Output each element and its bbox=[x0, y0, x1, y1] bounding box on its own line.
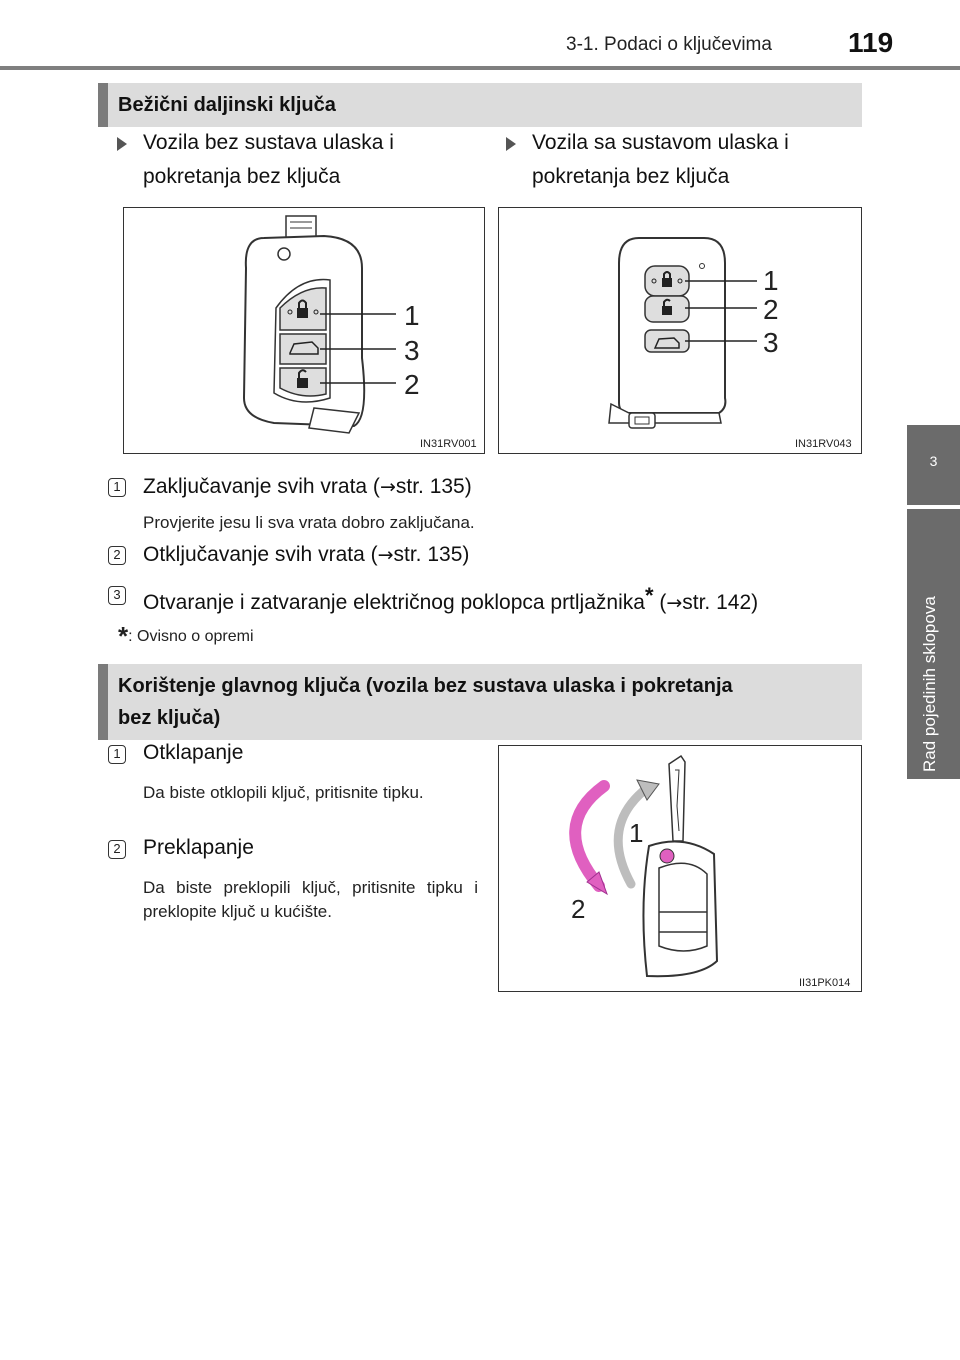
flip-key-illustration bbox=[124, 208, 484, 453]
callout-3: 3 bbox=[763, 327, 779, 358]
triangle-bullet-icon bbox=[506, 137, 516, 151]
item-lock-note: Provjerite jesu li sva vrata dobro zaključana. bbox=[143, 513, 475, 532]
section-heading-text: Bežični daljinski ključa bbox=[118, 94, 336, 116]
callout-1: 1 bbox=[404, 300, 420, 331]
triangle-bullet-icon bbox=[117, 137, 127, 151]
item-fold-title: Preklapanje bbox=[143, 836, 254, 859]
section-heading-remote bbox=[98, 83, 862, 127]
page-number: 119 bbox=[848, 27, 894, 58]
item-power-tailgate: Otvaranje i zatvaranje električnog poklopca prtljažnika* (→str. 142) bbox=[143, 583, 759, 614]
chapter-tab-label: Rad pojedinih sklopova bbox=[920, 596, 939, 772]
footnote: *: Ovisno o opremi bbox=[118, 621, 254, 651]
smart-key-illustration bbox=[499, 208, 861, 453]
figure-code: II31PK014 bbox=[799, 977, 851, 989]
item-unlock-all-doors: Otključavanje svih vrata (→str. 135) bbox=[143, 543, 470, 566]
arrow-icon: → bbox=[377, 544, 394, 566]
item-unfold-title: Otklapanje bbox=[143, 741, 244, 764]
variant-right-line2: pokretanja bez ključa bbox=[532, 165, 730, 188]
variant-left bbox=[143, 126, 394, 194]
figure-smart-key-remote bbox=[498, 207, 862, 454]
item-number-badge: 3 bbox=[108, 586, 126, 605]
figure-code: IN31RV001 bbox=[420, 438, 477, 450]
variant-left-line2: pokretanja bez ključa bbox=[143, 165, 341, 188]
section-heading-master-key bbox=[98, 664, 862, 740]
section-heading-line2: bez ključa) bbox=[118, 707, 221, 729]
callout-1: 1 bbox=[763, 265, 779, 296]
figure-flip-key-remote bbox=[123, 207, 485, 454]
figure-code: IN31RV043 bbox=[795, 438, 852, 450]
item-number-badge: 2 bbox=[108, 546, 126, 565]
callout-2: 2 bbox=[763, 294, 779, 325]
section-heading-line1: Korištenje glavnog ključa (vozila bez sustava ulaska i pokretanja bbox=[118, 675, 733, 697]
figure-master-key-fold bbox=[498, 745, 862, 992]
arrow-icon: → bbox=[379, 476, 396, 498]
arrow-icon: → bbox=[666, 592, 683, 614]
chapter-title: 3-1. Podaci o ključevima bbox=[566, 34, 772, 55]
item-number-badge: 1 bbox=[108, 745, 126, 764]
variant-right-line1: Vozila sa sustavom ulaska i bbox=[532, 131, 789, 154]
callout-1: 1 bbox=[629, 818, 644, 848]
header-rule bbox=[0, 66, 960, 70]
item-lock-all-doors: Zaključavanje svih vrata (→str. 135) bbox=[143, 475, 472, 498]
item-number-badge: 1 bbox=[108, 478, 126, 497]
callout-3: 3 bbox=[404, 335, 420, 366]
callout-2: 2 bbox=[571, 894, 586, 924]
master-key-illustration bbox=[499, 746, 861, 991]
callout-2: 2 bbox=[404, 369, 420, 400]
variant-right bbox=[532, 126, 789, 194]
item-number-badge: 2 bbox=[108, 840, 126, 859]
item-unfold-desc: Da biste otklopili ključ, pritisnite tipku. bbox=[143, 783, 424, 802]
item-fold-desc: Da biste preklopili ključ, pritisnite tipku i preklopite ključ u kućište. bbox=[143, 878, 478, 921]
variant-left-line1: Vozila bez sustava ulaska i bbox=[143, 131, 394, 154]
chapter-tab-number: 3 bbox=[907, 425, 960, 505]
